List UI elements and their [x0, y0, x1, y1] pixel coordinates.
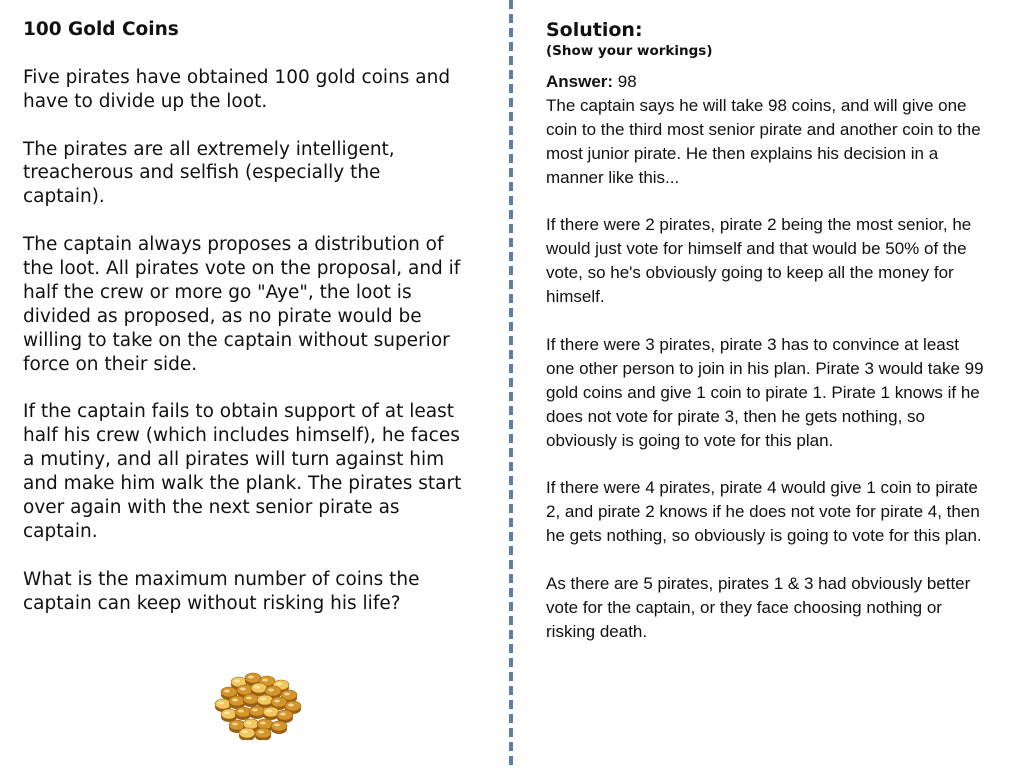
answer-line [546, 70, 986, 94]
gold-coins-pile-icon [209, 668, 307, 740]
problem-question: What is the maximum number of coins the captain can keep without risking his life? [23, 568, 420, 614]
solution-body [546, 70, 986, 644]
solution-panel [546, 18, 986, 668]
solution-paragraph-2: If there were 3 pirates, pirate 3 has to convince at least one other person to join in his plan. Pirate 3 would take 99 gold coins and give 1 coin to pirate 1. Pirate 1 knows if he does not vote for pirate 3, then he gets nothing, so obviously is going to vote for this plan. [546, 334, 984, 450]
problem-paragraph-2: The pirates are all extremely intelligent, treacherous and selfish (especially the captain). [23, 138, 395, 208]
solution-paragraph-3: If there were 4 pirates, pirate 4 would give 1 coin to pirate 2, and pirate 2 knows if he does not vote for pirate 4, then he gets nothing, so obviously is going to vote for this plan. [546, 478, 982, 546]
solution-title: Solution: [546, 19, 643, 41]
solution-subtitle: (Show your workings) [546, 43, 713, 59]
problem-title: 100 Gold Coins [23, 19, 179, 40]
problem-paragraph-1: Five pirates have obtained 100 gold coins and have to divide up the loot. [23, 66, 451, 112]
problem-paragraph-4: If the captain fails to obtain support of at least half his crew (which includes himself), he faces a mutiny, and all pirates will turn against him and make him walk the plank. The pirates start over again with the next senior pirate as captain. [23, 401, 462, 542]
solution-intro: The captain says he will take 98 coins, and will give one coin to the third most senior pirate and another coin to the most junior pirate. He then explains his decision in a manner like this... [546, 95, 981, 187]
solution-paragraph-1: If there were 2 pirates, pirate 2 being the most senior, he would just vote for himself and that would be 50% of the vote, so he's obviously going to keep all the money for himself. [546, 215, 972, 307]
problem-panel [23, 18, 463, 639]
column-divider [509, 0, 513, 768]
answer-label: Answer: [546, 72, 614, 91]
solution-paragraph-4: As there are 5 pirates, pirates 1 & 3 had obviously better vote for the captain, or they face choosing nothing or risking death. [546, 573, 971, 641]
answer-value: 98 [613, 72, 637, 91]
problem-paragraph-3: The captain always proposes a distribution of the loot. All pirates vote on the proposal, and if half the crew or more go "Aye", the loot is divided as proposed, as no pirate would be willing to take on the captain without superior force on their side. [23, 234, 461, 375]
